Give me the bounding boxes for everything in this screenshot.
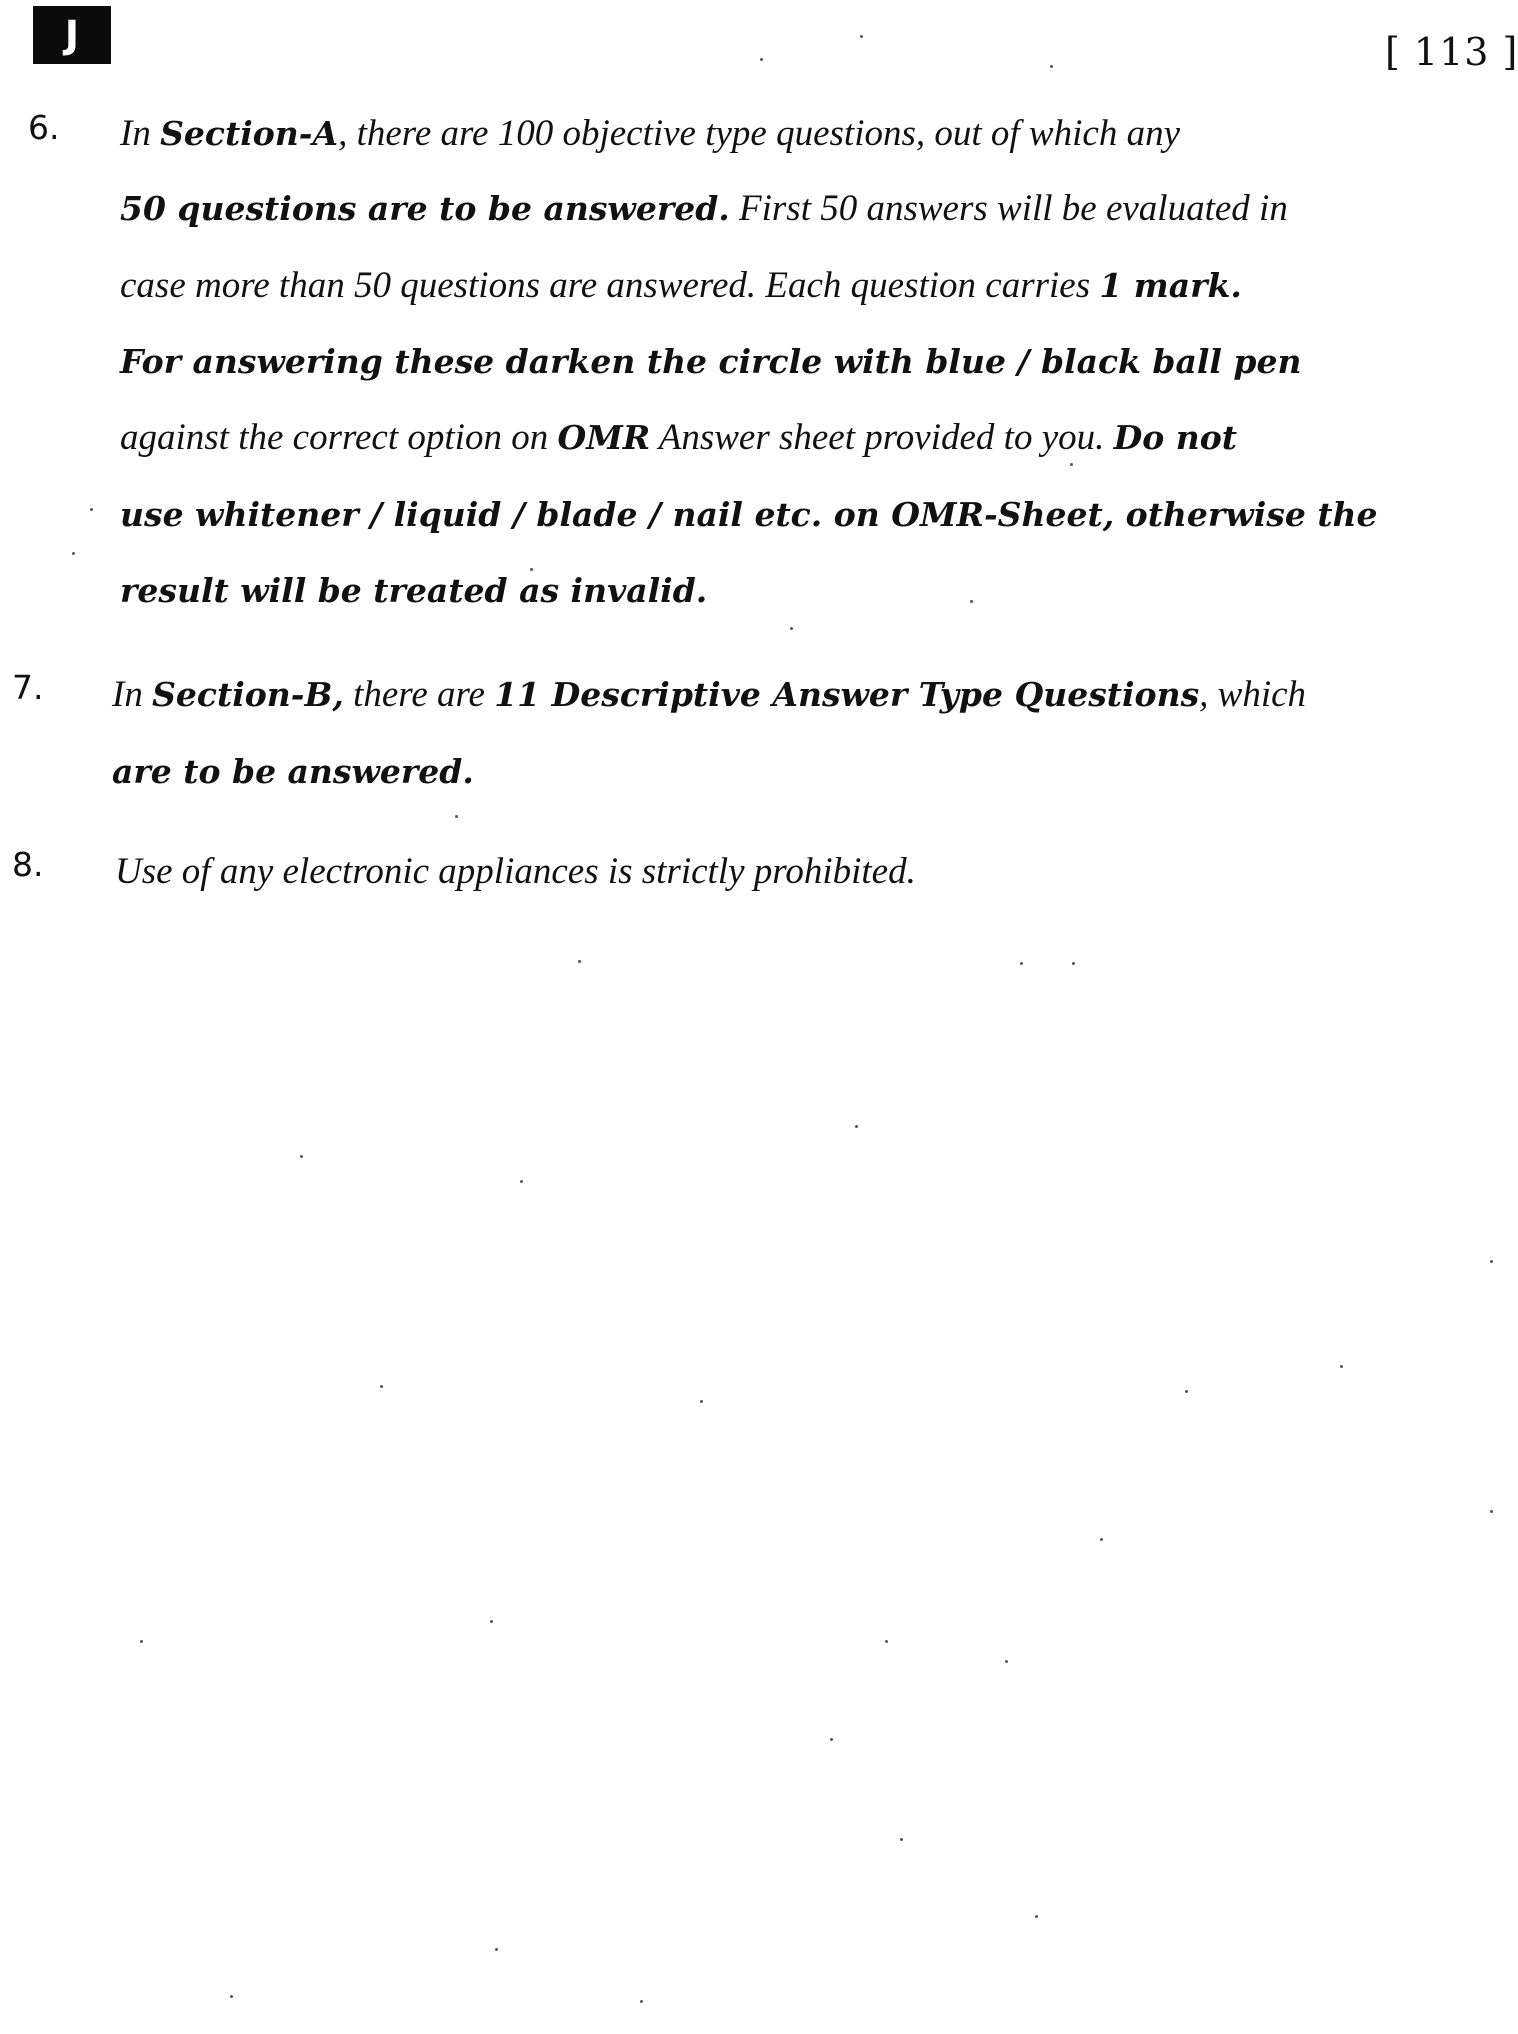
- instruction-line: [120, 110, 1180, 158]
- scan-speck: [1020, 962, 1023, 965]
- scan-speck: [72, 552, 75, 555]
- scan-speck: [1100, 1538, 1103, 1541]
- scan-speck: [855, 1125, 858, 1128]
- instruction-number: 6.: [28, 108, 60, 147]
- scan-speck: [300, 1155, 303, 1158]
- text: , there are 100 objective type questions, out of which any: [338, 113, 1180, 154]
- scan-speck: [578, 960, 581, 963]
- instruction-number: 7.: [12, 668, 44, 707]
- instruction-line: [112, 748, 474, 796]
- scan-speck: [830, 1738, 833, 1741]
- page-number: [ 113 ]: [1385, 30, 1518, 74]
- bold-text: use whitener / liquid / blade / nail etc. on OMR-Sheet, otherwise the: [120, 495, 1378, 534]
- section-badge: J: [33, 6, 111, 64]
- text: against the correct option on: [120, 417, 558, 458]
- instruction-line: [120, 338, 1302, 386]
- scan-speck: [1005, 1660, 1008, 1663]
- bold-text: For answering these darken the circle with blue / black ball pen: [120, 342, 1302, 381]
- scan-speck: [1035, 1915, 1038, 1918]
- scan-speck: [1070, 463, 1073, 466]
- scan-speck: [790, 627, 793, 630]
- instruction-line: [120, 185, 1288, 233]
- text: there are: [343, 674, 495, 715]
- instruction-line: [112, 671, 1306, 719]
- scan-speck: [1185, 1390, 1188, 1393]
- scan-speck: [530, 568, 533, 571]
- bold-text: result will be treated as invalid.: [120, 571, 708, 610]
- text: Use of any electronic appliances is strictly prohibited.: [115, 851, 916, 892]
- scan-speck: [90, 508, 93, 511]
- instruction-line: [120, 262, 1242, 310]
- scan-speck: [455, 815, 458, 818]
- text: case more than 50 questions are answered. Each question carries: [120, 265, 1100, 306]
- scan-speck: [1490, 1260, 1493, 1263]
- scan-speck: [1050, 65, 1053, 68]
- bold-text: 11 Descriptive Answer Type Questions: [494, 675, 1200, 714]
- bold-text: Section-A: [160, 114, 339, 153]
- scan-speck: [490, 1620, 493, 1623]
- text: First 50 answers will be evaluated in: [729, 188, 1288, 229]
- instruction-number: 8.: [12, 845, 44, 884]
- text: In: [112, 674, 153, 715]
- instruction-line: [115, 848, 916, 896]
- bold-text: Do not: [1113, 418, 1237, 457]
- text: Answer sheet provided to you.: [650, 417, 1114, 458]
- bold-text: 1 mark.: [1099, 266, 1242, 305]
- scan-speck: [1072, 962, 1075, 965]
- scan-speck: [230, 1995, 233, 1998]
- instruction-line: [120, 414, 1237, 462]
- scan-speck: [970, 600, 973, 603]
- scan-speck: [640, 2000, 643, 2003]
- scan-speck: [1340, 1365, 1343, 1368]
- scan-speck: [380, 1385, 383, 1388]
- scan-speck: [885, 1640, 888, 1643]
- instruction-line: [120, 567, 707, 615]
- scan-speck: [140, 1640, 143, 1643]
- scan-speck: [1490, 1510, 1493, 1513]
- bold-text: OMR: [557, 418, 651, 457]
- scan-speck: [860, 35, 863, 38]
- scan-speck: [520, 1180, 523, 1183]
- bold-text: are to be answered.: [112, 752, 474, 791]
- scan-speck: [700, 1400, 703, 1403]
- scan-speck: [900, 1838, 903, 1841]
- text: In: [120, 113, 161, 154]
- instruction-line: [120, 491, 1378, 539]
- bold-text: 50 questions are to be answered.: [120, 189, 730, 228]
- scan-speck: [760, 58, 763, 61]
- text: , which: [1199, 674, 1307, 715]
- bold-text: Section-B,: [152, 675, 344, 714]
- scan-speck: [495, 1948, 498, 1951]
